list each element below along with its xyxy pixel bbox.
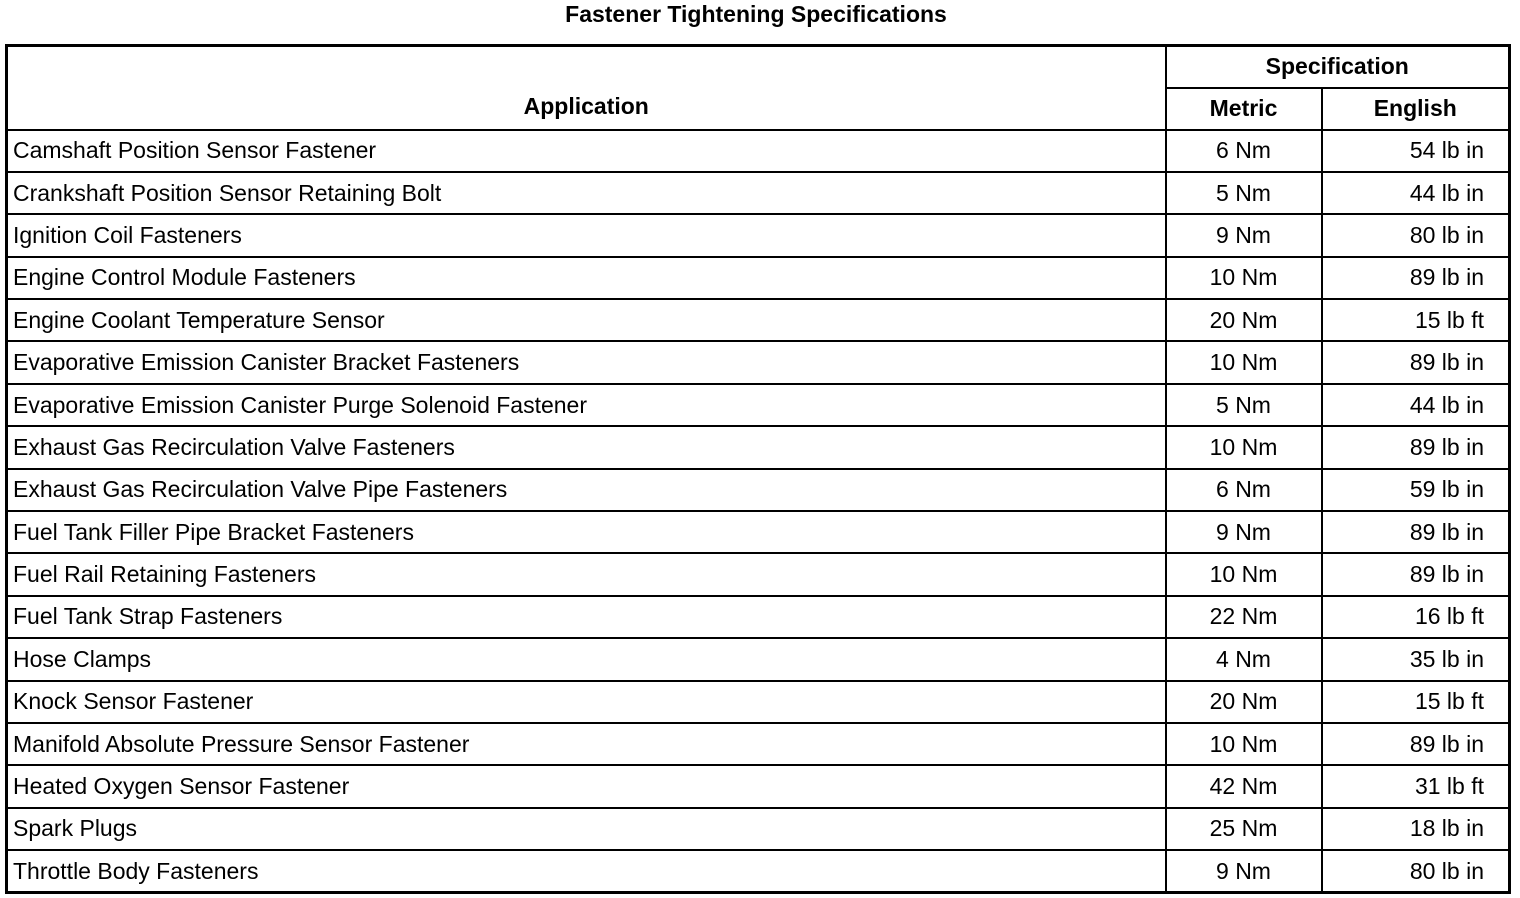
cell-metric: 22 Nm	[1166, 596, 1322, 638]
page-title: Fastener Tightening Specifications	[565, 1, 947, 27]
cell-application: Hose Clamps	[7, 638, 1166, 680]
cell-metric: 4 Nm	[1166, 638, 1322, 680]
cell-english: 80 lb in	[1322, 214, 1510, 256]
cell-metric: 5 Nm	[1166, 172, 1322, 214]
table-row	[7, 426, 1510, 468]
cell-english: 16 lb ft	[1322, 596, 1510, 638]
cell-english: 31 lb ft	[1322, 765, 1510, 807]
cell-application: Spark Plugs	[7, 808, 1166, 850]
cell-english: 89 lb in	[1322, 511, 1510, 553]
table-row	[7, 214, 1510, 256]
table-row	[7, 299, 1510, 341]
cell-english: 89 lb in	[1322, 553, 1510, 595]
table-row	[7, 130, 1510, 172]
cell-metric: 10 Nm	[1166, 257, 1322, 299]
cell-metric: 10 Nm	[1166, 341, 1322, 383]
cell-english: 54 lb in	[1322, 130, 1510, 172]
table-row	[7, 172, 1510, 214]
table-row	[7, 384, 1510, 426]
cell-application: Exhaust Gas Recirculation Valve Pipe Fasteners	[7, 469, 1166, 511]
cell-english: 89 lb in	[1322, 341, 1510, 383]
table-row	[7, 469, 1510, 511]
table-row	[7, 341, 1510, 383]
cell-metric: 6 Nm	[1166, 130, 1322, 172]
table-row	[7, 850, 1510, 892]
cell-english: 89 lb in	[1322, 257, 1510, 299]
cell-application: Evaporative Emission Canister Bracket Fasteners	[7, 341, 1166, 383]
table-row	[7, 723, 1510, 765]
cell-application: Fuel Rail Retaining Fasteners	[7, 553, 1166, 595]
cell-english: 89 lb in	[1322, 426, 1510, 468]
table-row	[7, 808, 1510, 850]
cell-application: Crankshaft Position Sensor Retaining Bolt	[7, 172, 1166, 214]
cell-metric: 20 Nm	[1166, 681, 1322, 723]
cell-english: 59 lb in	[1322, 469, 1510, 511]
cell-english: 15 lb ft	[1322, 681, 1510, 723]
cell-metric: 10 Nm	[1166, 426, 1322, 468]
header-metric: Metric	[1166, 88, 1322, 130]
table-row	[7, 553, 1510, 595]
cell-metric: 6 Nm	[1166, 469, 1322, 511]
table-row	[7, 257, 1510, 299]
cell-english: 80 lb in	[1322, 850, 1510, 892]
cell-application: Engine Coolant Temperature Sensor	[7, 299, 1166, 341]
cell-english: 18 lb in	[1322, 808, 1510, 850]
cell-application: Heated Oxygen Sensor Fastener	[7, 765, 1166, 807]
cell-metric: 5 Nm	[1166, 384, 1322, 426]
cell-metric: 10 Nm	[1166, 553, 1322, 595]
specifications-table	[5, 44, 1511, 894]
cell-application: Camshaft Position Sensor Fastener	[7, 130, 1166, 172]
cell-metric: 9 Nm	[1166, 850, 1322, 892]
cell-application: Fuel Tank Strap Fasteners	[7, 596, 1166, 638]
header-english: English	[1322, 88, 1510, 130]
cell-application: Engine Control Module Fasteners	[7, 257, 1166, 299]
cell-application: Evaporative Emission Canister Purge Solenoid Fastener	[7, 384, 1166, 426]
cell-english: 15 lb ft	[1322, 299, 1510, 341]
cell-application: Fuel Tank Filler Pipe Bracket Fasteners	[7, 511, 1166, 553]
cell-metric: 10 Nm	[1166, 723, 1322, 765]
table-row	[7, 596, 1510, 638]
cell-english: 44 lb in	[1322, 384, 1510, 426]
header-application: Application	[7, 46, 1166, 130]
cell-english: 44 lb in	[1322, 172, 1510, 214]
cell-application: Throttle Body Fasteners	[7, 850, 1166, 892]
cell-metric: 42 Nm	[1166, 765, 1322, 807]
table-header	[7, 46, 1510, 130]
cell-metric: 9 Nm	[1166, 511, 1322, 553]
header-specification: Specification	[1166, 46, 1510, 88]
cell-application: Exhaust Gas Recirculation Valve Fasteners	[7, 426, 1166, 468]
cell-english: 89 lb in	[1322, 723, 1510, 765]
cell-metric: 9 Nm	[1166, 214, 1322, 256]
cell-application: Knock Sensor Fastener	[7, 681, 1166, 723]
cell-application: Ignition Coil Fasteners	[7, 214, 1166, 256]
table-row	[7, 638, 1510, 680]
table-row	[7, 765, 1510, 807]
table-row	[7, 681, 1510, 723]
cell-metric: 25 Nm	[1166, 808, 1322, 850]
table-body	[7, 130, 1510, 893]
cell-metric: 20 Nm	[1166, 299, 1322, 341]
table-row	[7, 511, 1510, 553]
cell-application: Manifold Absolute Pressure Sensor Fastener	[7, 723, 1166, 765]
cell-english: 35 lb in	[1322, 638, 1510, 680]
